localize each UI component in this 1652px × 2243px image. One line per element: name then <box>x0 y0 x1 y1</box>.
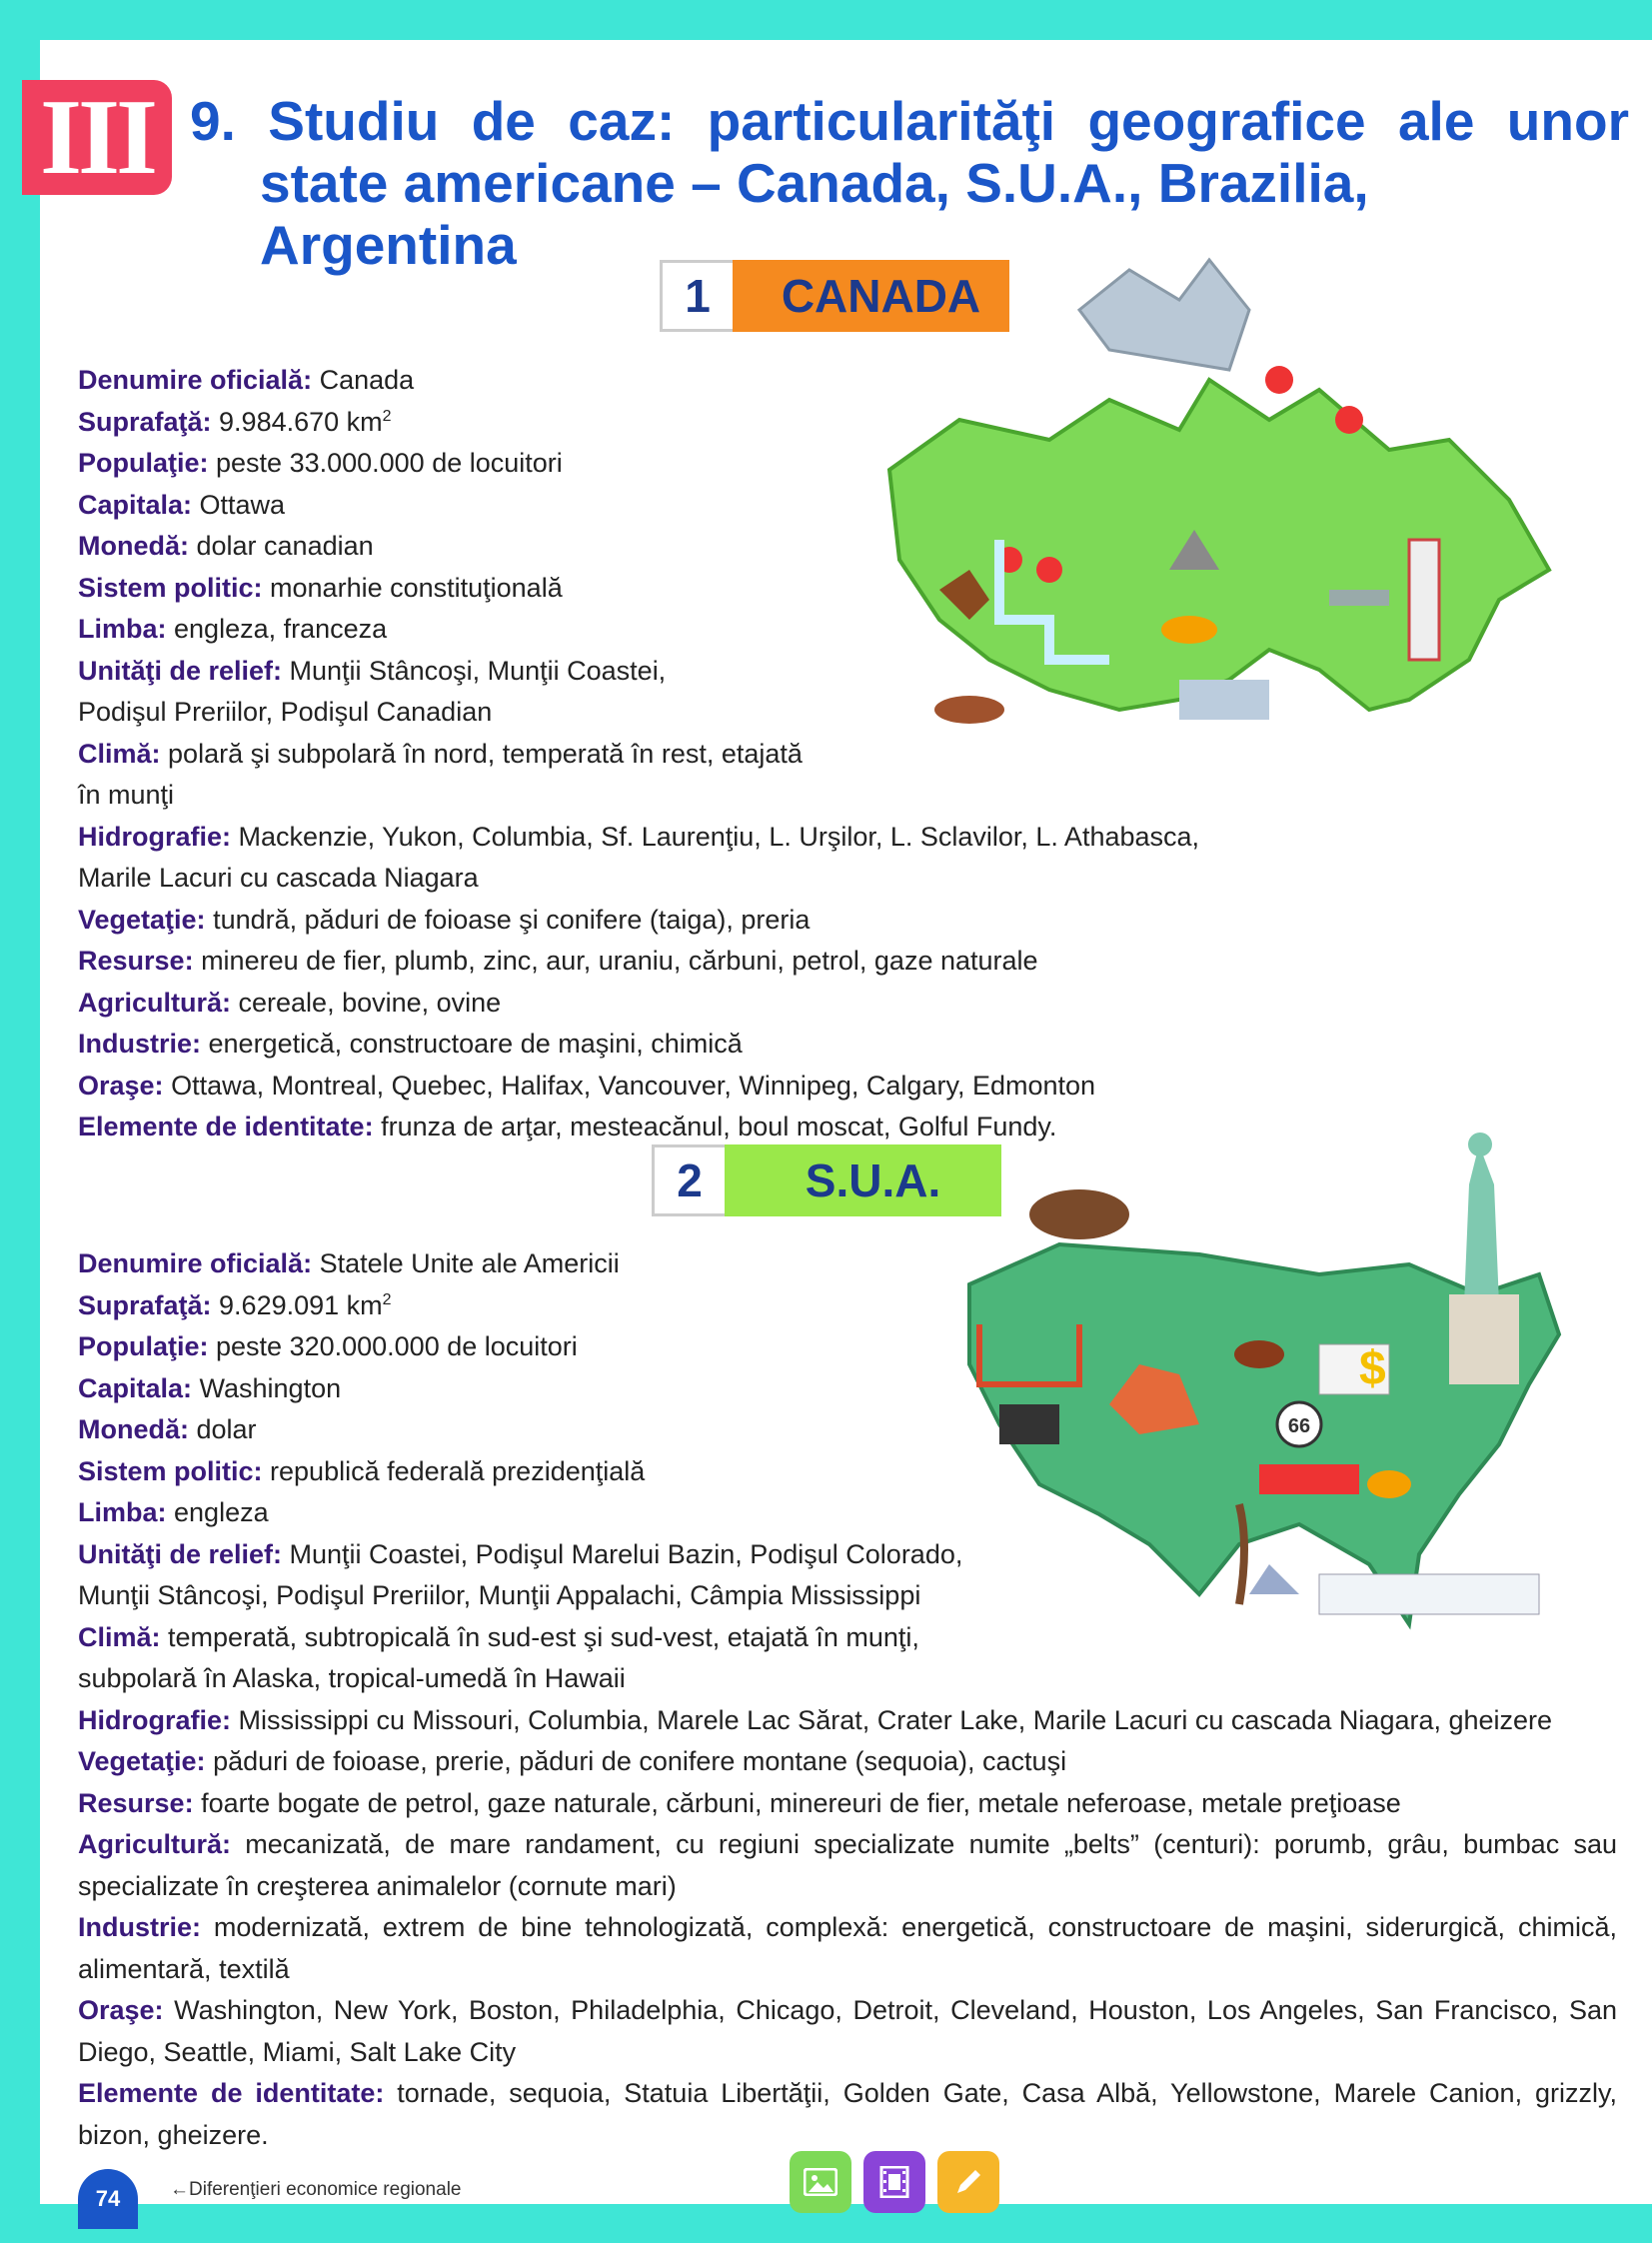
fact-row: Denumire oficială: Statele Unite ale Americii <box>78 1248 620 1278</box>
section-name: CANADA <box>733 260 1009 332</box>
fact-row: Denumire oficială: Canada <box>78 365 415 395</box>
fact-row: Unităţi de relief: Munţii Coastei, Podişul Marelui Bazin, Podişul Colorado, Munţii Stâncoşi, Podişul Preriilor, Munţii Appalachi, Câmpia Mississippi <box>78 1538 963 1610</box>
fact-row: Populaţie: peste 320.000.000 de locuitori <box>78 1331 578 1361</box>
svg-text:$: $ <box>1359 1342 1386 1395</box>
section-name: S.U.A. <box>725 1144 1001 1216</box>
section-number: 2 <box>652 1144 725 1216</box>
fact-row: Agricultură: cereale, bovine, ovine <box>78 987 502 1018</box>
fact-row: Hidrografie: Mississippi cu Missouri, Columbia, Marele Lac Sărat, Crater Lake, Marile Lacuri cu cascada Niagara, gheizere <box>78 1704 1553 1735</box>
fact-row: Elemente de identitate: frunza de arţar, mesteacănul, boul moscat, Golful Fundy. <box>78 1112 1057 1141</box>
fact-row: Capitala: Washington <box>78 1372 342 1403</box>
fact-row: Industrie: modernizată, extrem de bine tehnologizată, complexă: energetică, constructoare de maşini, siderurgică, chimică, alimentară, textilă <box>78 1912 1617 1984</box>
fact-row: Resurse: foarte bogate de petrol, gaze naturale, cărbuni, minereuri de fier, metale neferoase, metale preţioase <box>78 1787 1401 1818</box>
fact-row: Industrie: energetică, constructoare de maşini, chimică <box>78 1029 743 1059</box>
fact-row: Vegetaţie: păduri de foioase, prerie, păduri de conifere montane (sequoia), cactuşi <box>78 1746 1067 1776</box>
fact-row: Oraşe: Washington, New York, Boston, Philadelphia, Chicago, Detroit, Cleveland, Houston, Los Angeles, San Francisco, San Diego, Seattle, Miami, Salt Lake City <box>78 1995 1617 2067</box>
back-arrow-icon: ← <box>170 2179 189 2200</box>
fact-row: Limba: engleza <box>78 1497 269 1527</box>
page <box>39 40 1652 2211</box>
fact-row: Populaţie: peste 33.000.000 de locuitori <box>78 448 563 478</box>
fact-row: Agricultură: mecanizată, de mare randament, cu regiuni specializate numite „belts” (centuri): porumb, grâu, bumbac sau specializate în creşterea animalelor (cornute mari) <box>78 1829 1617 1901</box>
fact-row: Vegetaţie: tundră, păduri de foioase şi conifere (taiga), preria <box>78 904 811 935</box>
title-text-1: Studiu de caz: particularităţi geografice ale unor <box>268 90 1630 152</box>
fact-row: Suprafaţă: 9.629.091 $km^2$ <box>78 1289 392 1320</box>
fact-row: Elemente de identitate: tornade, sequoia, Statuia Libertăţii, Golden Gate, Casa Albă, Yellowstone, Marele Canion, grizzly, bizon, gheizere. <box>78 2078 1617 2150</box>
film-icon[interactable] <box>863 2151 925 2213</box>
section-number: 1 <box>660 260 733 332</box>
section-link[interactable] <box>170 2179 461 2201</box>
canada-facts <box>78 360 1617 1148</box>
fact-row: Oraşe: Ottawa, Montreal, Quebec, Halifax, Vancouver, Winnipeg, Calgary, Edmonton <box>78 1070 1096 1101</box>
pencil-icon[interactable] <box>937 2151 999 2213</box>
fact-row: Monedă: dolar <box>78 1414 257 1444</box>
fact-row: Limba: engleza, franceza <box>78 614 388 644</box>
fact-row: Unităţi de relief: Munţii Stâncoşi, Munţii Coastei, Podişul Preriilor, Podişul Canadian <box>78 655 667 727</box>
resource-icons <box>790 2151 999 2213</box>
fact-row: Hidrografie: Mackenzie, Yukon, Columbia, Sf. Laurenţiu, L. Urşilor, L. Sclavilor, L. Athabasca, Marile Lacuri cu cascada Niagara <box>78 821 1200 893</box>
fact-row: Capitala: Ottawa <box>78 489 286 520</box>
fact-row: Climă: temperată, subtropicală în sud-est şi sud-vest, etajată în munţi, subpolară în Alaska, tropical-umedă în Hawaii <box>78 1621 919 1693</box>
image-icon[interactable] <box>790 2151 851 2213</box>
title-line-2: state americane – Canada, S.U.A., Brazilia, Argentina <box>260 152 1369 276</box>
title-line-1 <box>190 90 1629 152</box>
usa-facts <box>78 1243 1617 2156</box>
fact-row: Climă: polară şi subpolară în nord, temperată în rest, etajată în munţi <box>78 738 803 810</box>
fact-row: Monedă: dolar canadian <box>78 531 374 561</box>
chapter-badge: III <box>22 80 172 195</box>
fact-row: Suprafaţă: 9.984.670 $km^2$ <box>78 406 392 437</box>
page-number: 74 <box>78 2169 138 2229</box>
fact-row: Sistem politic: monarhie constituţională <box>78 572 563 603</box>
fact-row: Sistem politic: republică federală prezidenţială <box>78 1455 646 1486</box>
title-number: 9. <box>190 90 236 152</box>
fact-row: Resurse: minereu de fier, plumb, zinc, aur, uraniu, cărbuni, petrol, gaze naturale <box>78 946 1038 976</box>
section-link-label: Diferenţieri economice regionale <box>189 2179 462 2200</box>
svg-text:66: 66 <box>1287 1415 1311 1437</box>
